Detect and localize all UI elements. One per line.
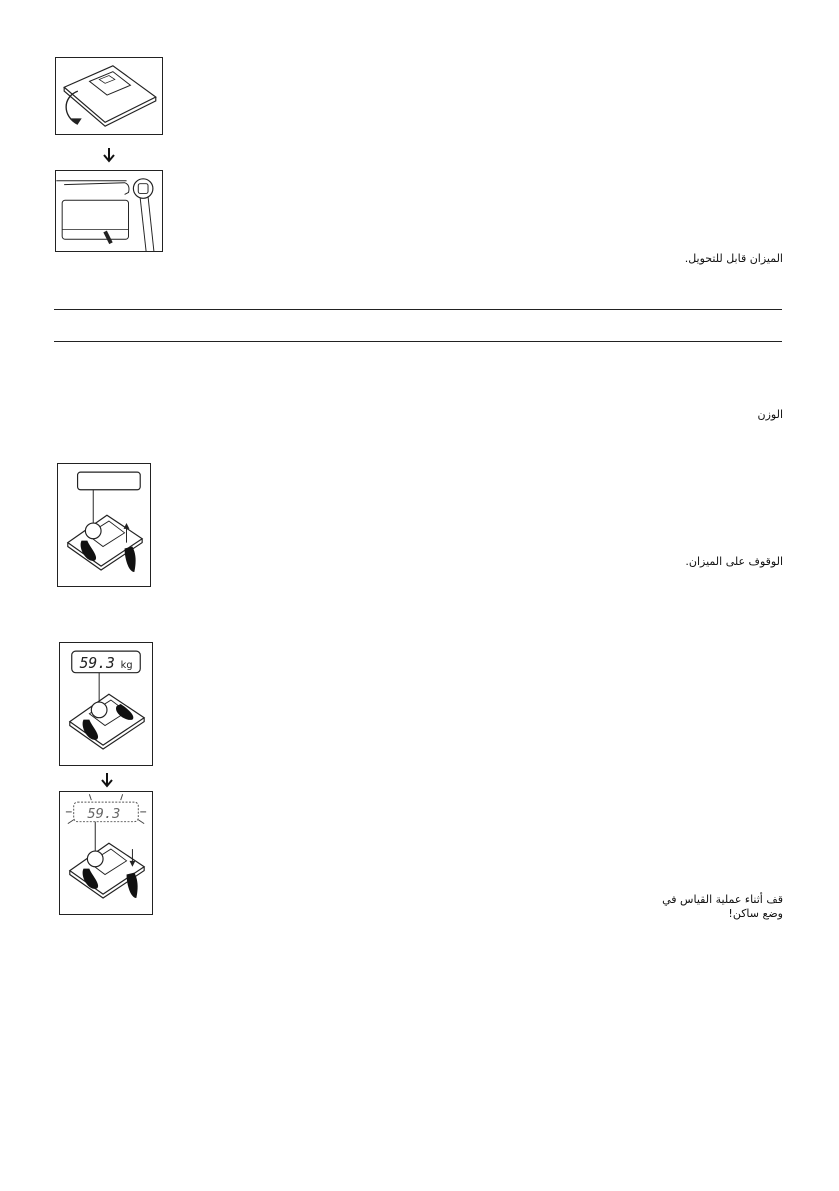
section-divider-top bbox=[54, 309, 782, 310]
stand-still-caption-line2: وضع ساكن! bbox=[728, 907, 783, 920]
display-reading: 59.3 bbox=[79, 654, 115, 672]
arrow-down-icon bbox=[101, 147, 117, 163]
figure-blinking-reading bbox=[59, 791, 153, 915]
arrow-down-icon bbox=[99, 772, 115, 788]
figure-weight-reading bbox=[59, 642, 153, 766]
figure-scale-underside bbox=[55, 170, 163, 252]
figure-step-on-scale bbox=[57, 463, 151, 587]
blinking-display-reading: 59.3 bbox=[87, 805, 121, 822]
convertible-caption: الميزان قابل للتحويل. bbox=[684, 252, 783, 265]
figure-scale-flip bbox=[55, 57, 163, 135]
weighing-heading: الوزن bbox=[757, 408, 783, 421]
display-unit: kg bbox=[120, 659, 133, 671]
section-divider-bottom bbox=[54, 341, 782, 342]
stand-still-caption-line1: قف أثناء عملية القياس في bbox=[662, 893, 783, 906]
step-on-caption: الوقوف على الميزان. bbox=[685, 555, 783, 568]
